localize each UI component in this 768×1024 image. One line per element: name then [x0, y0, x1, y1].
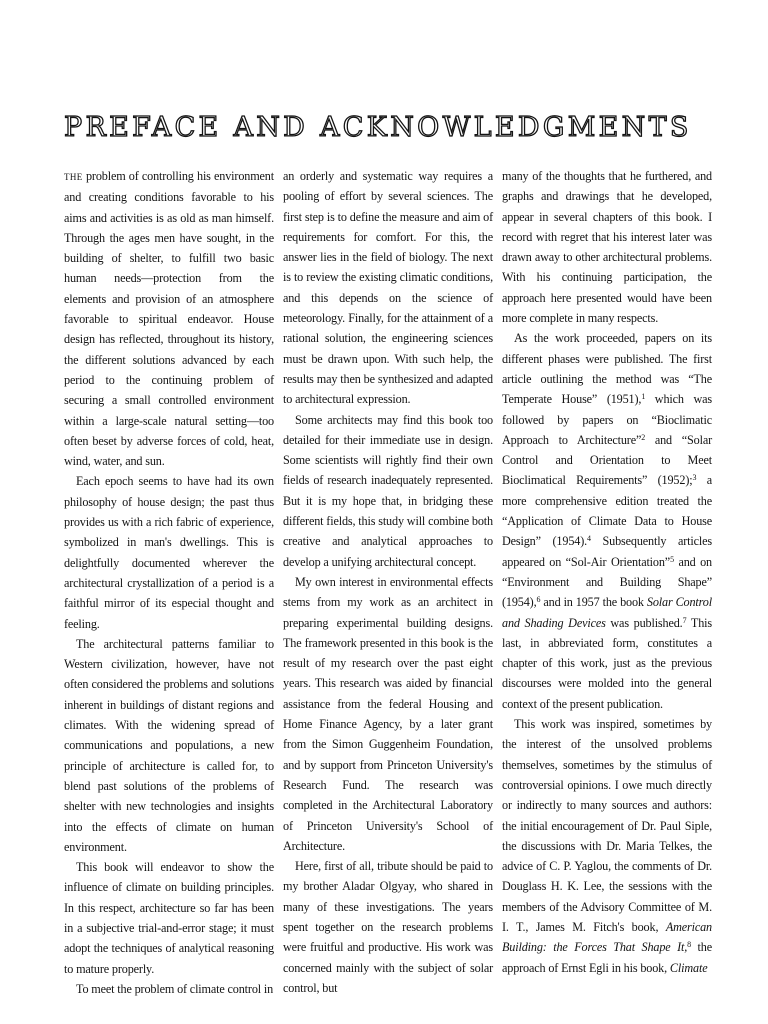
footnote-ref: 2	[641, 432, 646, 442]
footnote-ref: 3	[692, 473, 697, 483]
paragraph-text: and “Solar Control and Orientation to Meet Bioclimatical Requirements” (1952);	[502, 432, 712, 488]
footnote-ref: 8	[687, 940, 692, 950]
paragraph: Each epoch seems to have had its own philosophy of house design; the past thus provides us with a rich fabric of experience, symbolized in man's dwellings. This is delightfully documented wherever the architectural crystallization of a period is a faithful mirror of its especial thought and feeling.	[64, 474, 274, 631]
paragraph-text: and on “Environment and Building Shape” (1954),	[502, 554, 712, 610]
paragraph-text: Subsequently articles appeared on “Sol-Air Orientation”	[502, 534, 712, 569]
book-title: Climate	[669, 960, 708, 975]
paragraph-text: was published.	[605, 615, 683, 630]
paragraph-text: which was followed by papers on “Bioclimatic Approach to Architecture”	[502, 392, 712, 447]
text-column-3	[502, 166, 712, 978]
footnote-ref: 1	[641, 392, 646, 402]
paragraph: To meet the problem of climate control in	[76, 981, 274, 996]
paragraph: Here, first of all, tribute should be paid to my brother Aladar Olgyay, who shared in many of these investigations. The years spent together on the research problems were fruitful and productive. His work was concerned mainly with the subject of solar control, but	[283, 859, 493, 995]
text-column-1	[64, 166, 274, 999]
footnote-ref: 4	[587, 534, 591, 544]
paragraph-text: As the work proceeded, papers on its different phases were published. The first article outlining the method was “The Temperate House” (1951),	[502, 331, 712, 407]
footnote-ref: 7	[682, 615, 687, 625]
page-title: PREFACE AND ACKNOWLEDGMENTS	[64, 112, 692, 143]
paragraph-text: This work was inspired, sometimes by the interest of the unsolved problems themselves, sometimes by the stimulus of controversial opinions. I owe much directly or indirectly to many sources and authors: the initial encouragement of Dr. Paul Siple, the discussions with Dr. Maria Telkes, the advice of C. P. Yaglou, the comments of Dr. Douglass H. K. Lee, the sessions with the members of the Advisory Committee of M. I. T., James M. Fitch's book,	[502, 717, 712, 934]
paragraph-text: and in 1957 the book	[540, 595, 647, 610]
paragraph-text: This last, in abbreviated form, constitutes a chapter of this work, just as the previous discourses were molded into the general context of the present publication.	[502, 615, 713, 711]
paragraph: This book will endeavor to show the influence of climate on building principles. In this respect, architecture so far has been in a subjective trial-and-error stage; it must adopt the techniques of analytical reasoning to mature properly.	[64, 860, 274, 976]
paragraph: The architectural patterns familiar to Western civilization, however, have not often considered the problems and solutions inherent in buildings of distant regions and climates. With the widening spread of communications and populations, a new principle of architecture is called for, to blend past solutions of the problems of shelter with new technologies and insights into the effects of climate on human environment.	[64, 636, 274, 854]
paragraph	[502, 328, 712, 714]
paragraph: many of the thoughts that he furthered, and graphs and drawings that he developed, appear in several chapters of this book. I record with regret that his interest later was drawn away to other architectural problems. With his continuing participation, the approach here presented would have been more complete in many respects.	[502, 169, 712, 326]
paragraph: My own interest in environmental effects stems from my work as an architect in preparing experimental building designs. The framework presented in this book is the result of my research over the past eight years. This research was aided by financial assistance from the federal Housing and Home Finance Agency, by a later grant from the Simon Guggenheim Foundation, and by support from Princeton University's Research Fund. The research was completed in the Architectural Laboratory of Princeton University's School of Architecture.	[283, 574, 493, 853]
book-title: Solar Control and Shading Devices	[502, 595, 712, 630]
opening-word: THE	[64, 172, 83, 182]
text-column-2	[283, 166, 493, 998]
paragraph-text: problem of controlling his environment and creating conditions favorable to his aims and activities is as old as man himself. Through the ages men have sought, in the building of shelter, to fulfill two basic human needs—protection from the elements and provision of an atmosphere favorable to spiritual endeavor. House design has reflected, throughout its history, the different solutions advanced by each period to the continuing problem of securing a small controlled environment within a large-scale natural setting—too often beset by adverse forces of cold, heat, wind, water, and sun.	[64, 169, 274, 469]
footnote-ref: 5	[670, 554, 674, 564]
paragraph-text: the approach of Ernst Egli in his book,	[502, 940, 712, 975]
paragraph: Some architects may find this book too detailed for their immediate use in design. Some scientists will rightly find their own fields of research inadequately represented. But it is my hope that, in bridging these different fields, this study will combine both creative and analytical approaches to develop a unifying architectural concept.	[283, 412, 493, 569]
book-title: American Building: the Forces That Shape It,	[502, 919, 712, 955]
paragraph	[64, 166, 274, 471]
paragraph-text: a more comprehensive edition treated the “Application of Climate Data to House Design” (1954).	[502, 473, 712, 549]
paragraph: an orderly and systematic way requires a pooling of effort by several sciences. The first step is to define the measure and aim of requirements for comfort. For this, the answer lies in the field of biology. The next is to review the existing climatic conditions, and this depends on the science of meteorology. Finally, for the attainment of a rational solution, the engineering sciences must be drawn upon. With such help, the results may then be synthesized and adapted to architectural expression.	[283, 169, 493, 407]
footnote-ref: 6	[536, 595, 541, 605]
paragraph	[502, 714, 712, 978]
